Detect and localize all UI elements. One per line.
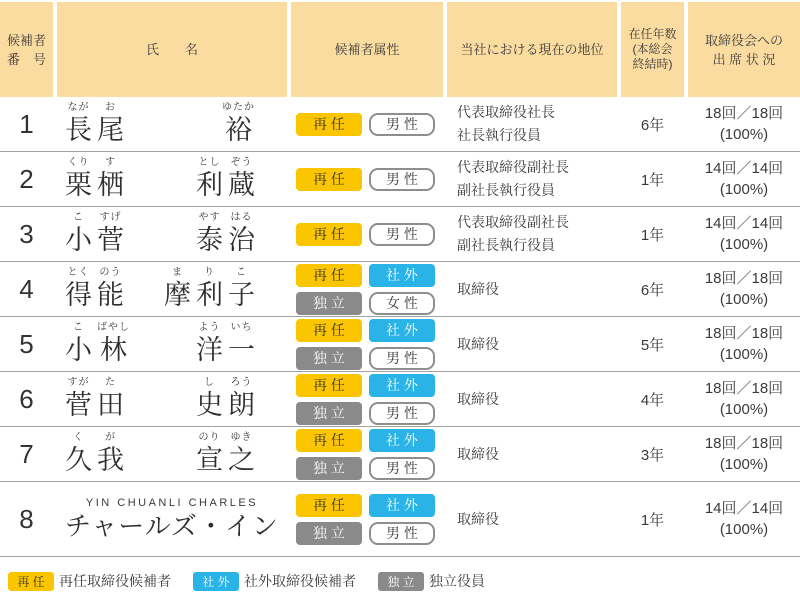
candidate-number: 1	[19, 108, 34, 139]
legend-item	[193, 571, 356, 591]
name-char	[65, 267, 92, 311]
badge-line	[296, 347, 435, 370]
board-attendance	[688, 427, 800, 481]
furigana: すが	[67, 377, 90, 388]
legend	[0, 571, 800, 591]
name-wrap	[65, 432, 255, 476]
candidate-name	[57, 97, 287, 151]
name-group	[196, 432, 255, 476]
furigana: くり	[67, 157, 90, 168]
furigana: はる	[230, 212, 253, 223]
name-group	[222, 102, 255, 146]
name-group	[65, 322, 130, 366]
kanji: 朗	[228, 390, 255, 420]
badge-gender: 男 性	[369, 457, 435, 480]
board-attendance	[688, 97, 800, 151]
badge-independent: 独 立	[296, 347, 362, 370]
kanji: 得	[65, 280, 92, 310]
header-label: 当社における現在の地位	[460, 42, 604, 57]
name-char	[65, 212, 92, 256]
position-line: 取締役	[457, 510, 499, 527]
furigana: し	[204, 377, 215, 388]
header-attribute	[291, 2, 443, 97]
badge-line	[296, 292, 435, 315]
kanji: 史	[196, 390, 223, 420]
furigana: なが	[67, 102, 90, 113]
current-position	[447, 152, 617, 206]
furigana: こ	[236, 267, 247, 278]
position-line: 代表取締役社長	[457, 104, 555, 120]
furigana: ろう	[230, 377, 253, 388]
table-body	[0, 97, 800, 557]
badge-independent: 独 立	[296, 292, 362, 315]
furigana: ゆき	[230, 432, 253, 443]
badge-outside-director: 社 外	[193, 572, 239, 591]
current-position	[447, 427, 617, 481]
position-line: 取締役	[457, 390, 499, 407]
attendance-line: (100%)	[719, 521, 769, 538]
attendance-line: (100%)	[719, 236, 769, 253]
name-char	[97, 267, 124, 311]
tenure-years: 4年	[640, 391, 665, 409]
kanji: 菅	[97, 225, 124, 255]
name-char	[196, 322, 223, 366]
name-char	[222, 102, 255, 146]
attendance-line: 14回／14回	[704, 500, 784, 517]
candidate-number: 5	[19, 328, 34, 359]
attendance-line: (100%)	[719, 456, 769, 473]
kanji: 久	[65, 445, 92, 475]
board-attendance	[688, 372, 800, 426]
name-char	[196, 157, 223, 201]
badge-independent: 独 立	[296, 457, 362, 480]
name-char	[228, 212, 255, 256]
attendance-line: 18回／18回	[704, 435, 784, 452]
kanji: 長	[65, 115, 92, 145]
name-wrap	[65, 322, 255, 366]
kanji: 小	[65, 335, 92, 365]
table-row	[0, 427, 800, 482]
badge-outside-director: 社 外	[369, 319, 435, 342]
furigana: よう	[198, 322, 221, 333]
badge-gender: 男 性	[369, 347, 435, 370]
header-line: 在任年数	[628, 27, 677, 41]
name-char	[228, 432, 255, 476]
kanji: 田	[97, 390, 124, 420]
badge-gender: 男 性	[369, 402, 435, 425]
current-position	[447, 372, 617, 426]
candidate-name	[57, 207, 287, 261]
name-char	[65, 377, 92, 421]
name-char	[97, 377, 124, 421]
legend-item	[378, 571, 485, 591]
board-attendance	[688, 317, 800, 371]
attendance-line: (100%)	[719, 181, 769, 198]
attendance-line: (100%)	[719, 291, 769, 308]
furigana: こ	[73, 212, 84, 223]
name-wrap	[65, 496, 279, 542]
header-line: (本総会	[632, 42, 673, 56]
badge-gender: 女 性	[369, 292, 435, 315]
name-group	[164, 267, 255, 311]
name-group	[65, 267, 124, 311]
badge-line	[296, 457, 435, 480]
board-attendance	[688, 262, 800, 316]
kanji: 一	[228, 335, 255, 365]
candidate-number: 8	[19, 503, 34, 534]
furigana: とし	[198, 157, 221, 168]
attendance-line: 18回／18回	[704, 270, 784, 287]
furigana: やす	[198, 212, 221, 223]
furigana: のう	[99, 267, 122, 278]
tenure-years: 6年	[640, 281, 665, 299]
table-row	[0, 482, 800, 557]
table-row	[0, 262, 800, 317]
table-row	[0, 97, 800, 152]
position-line: 社長執行役員	[457, 127, 541, 143]
badge-gender: 男 性	[369, 168, 435, 191]
attendance-line: 18回／18回	[704, 325, 784, 342]
candidate-attributes	[291, 372, 443, 426]
badge-line	[296, 522, 435, 545]
header-label: 候補者属性	[334, 42, 400, 57]
candidate-number: 7	[19, 438, 34, 469]
name-char	[97, 322, 130, 366]
furigana: こ	[73, 322, 84, 333]
furigana: く	[73, 432, 84, 443]
candidate-name	[57, 262, 287, 316]
name-char	[65, 102, 92, 146]
name-wrap	[65, 212, 255, 256]
kanji: 裕	[225, 115, 252, 145]
candidate-attributes	[291, 152, 443, 206]
table-row	[0, 317, 800, 372]
badge-line	[296, 113, 435, 136]
kanji: 利	[196, 280, 223, 310]
tenure-years: 5年	[640, 336, 665, 354]
tenure-years: 3年	[640, 446, 665, 464]
badge-reappointment: 再 任	[296, 264, 362, 287]
current-position	[447, 317, 617, 371]
candidate-number: 3	[19, 218, 34, 249]
header-tenure	[621, 2, 684, 97]
legend-description: 再任取締役候補者	[59, 573, 171, 589]
legend-item	[8, 571, 171, 591]
attendance-line: (100%)	[719, 126, 769, 143]
name-char	[164, 267, 191, 311]
badge-reappointment: 再 任	[296, 223, 362, 246]
name-char	[196, 432, 223, 476]
board-attendance	[688, 482, 800, 556]
name-char	[196, 212, 223, 256]
kanji: 能	[97, 280, 124, 310]
name-char	[65, 157, 92, 201]
attendance-line: (100%)	[719, 346, 769, 363]
current-position	[447, 482, 617, 556]
badge-gender: 男 性	[369, 522, 435, 545]
kanji: 小	[65, 225, 92, 255]
kanji: 之	[228, 445, 255, 475]
badge-independent: 独 立	[296, 522, 362, 545]
position-line: 取締役	[457, 445, 499, 462]
position-line: 代表取締役副社長	[457, 214, 569, 230]
badge-outside-director: 社 外	[369, 429, 435, 452]
name-group	[65, 102, 124, 146]
name-wrap	[65, 102, 255, 146]
candidate-attributes	[291, 482, 443, 556]
badge-line	[296, 319, 435, 342]
table-row	[0, 372, 800, 427]
header-lines	[705, 31, 783, 69]
name-text: チャールズ・イン	[65, 510, 279, 541]
header-line: 出 席 状 況	[712, 51, 776, 67]
candidate-attributes	[291, 97, 443, 151]
badge-reappointment: 再 任	[296, 113, 362, 136]
badge-gender: 男 性	[369, 223, 435, 246]
badge-gender: 男 性	[369, 113, 435, 136]
candidate-name	[57, 152, 287, 206]
header-position	[447, 2, 617, 97]
name-group	[65, 157, 124, 201]
name-wrap	[65, 157, 255, 201]
badge-line	[296, 264, 435, 287]
kanji: 我	[97, 445, 124, 475]
furigana: り	[204, 267, 215, 278]
attendance-line: 18回／18回	[704, 105, 784, 122]
header-lines	[7, 31, 46, 69]
furigana: ぞう	[230, 157, 253, 168]
name-char	[228, 267, 255, 311]
badge-reappointment: 再 任	[296, 319, 362, 342]
position-line: 取締役	[457, 280, 499, 297]
name-group	[65, 432, 124, 476]
badge-line	[296, 168, 435, 191]
table-header	[0, 2, 800, 97]
current-position	[447, 97, 617, 151]
kanji: 菅	[65, 390, 92, 420]
badge-line	[296, 223, 435, 246]
badge-reappointment: 再 任	[296, 494, 362, 517]
position-line: 取締役	[457, 335, 499, 352]
kanji: 洋	[196, 335, 223, 365]
attendance-line: 18回／18回	[704, 380, 784, 397]
furigana: とく	[67, 267, 90, 278]
badge-line	[296, 429, 435, 452]
kanji: 宣	[196, 445, 223, 475]
board-attendance	[688, 207, 800, 261]
candidate-name	[57, 317, 287, 371]
header-line: 候補者	[6, 32, 46, 48]
name-char	[65, 497, 279, 542]
header-line: 番 号	[6, 51, 46, 67]
candidate-number: 6	[19, 383, 34, 414]
tenure-years: 1年	[640, 511, 665, 529]
position-line: 副社長執行役員	[457, 182, 555, 198]
badge-outside-director: 社 外	[369, 264, 435, 287]
header-line: 終結時)	[632, 57, 673, 71]
kanji: 利	[196, 170, 223, 200]
header-attendance	[688, 2, 800, 97]
candidate-name	[57, 427, 287, 481]
badge-line	[296, 494, 435, 517]
furigana: た	[105, 377, 116, 388]
board-attendance	[688, 152, 800, 206]
name-char	[97, 157, 124, 201]
kanji: 治	[228, 225, 255, 255]
badge-independent: 独 立	[378, 572, 424, 591]
badge-reappointment: 再 任	[296, 429, 362, 452]
candidate-attributes	[291, 262, 443, 316]
furigana: す	[105, 157, 116, 168]
name-char	[65, 322, 92, 366]
badge-reappointment: 再 任	[296, 168, 362, 191]
name-group	[196, 157, 255, 201]
furigana: ばやし	[97, 322, 130, 333]
name-wrap	[65, 267, 255, 311]
name-char	[228, 377, 255, 421]
kanji: 尾	[97, 115, 124, 145]
furigana: お	[105, 102, 116, 113]
legend-description: 社外取締役候補者	[244, 573, 356, 589]
name-char	[97, 102, 124, 146]
badge-line	[296, 402, 435, 425]
legend-description: 独立役員	[429, 573, 485, 589]
kanji: 泰	[196, 225, 223, 255]
attendance-line: 14回／14回	[704, 160, 784, 177]
name-char	[196, 377, 223, 421]
header-candidate-number	[0, 2, 53, 97]
badge-reappointment: 再 任	[296, 374, 362, 397]
header-lines	[628, 27, 676, 72]
header-label: 氏 名	[145, 42, 198, 57]
attendance-line: (100%)	[719, 401, 769, 418]
name-group	[65, 212, 124, 256]
furigana: いち	[230, 322, 253, 333]
position-line: 副社長執行役員	[457, 237, 555, 253]
candidate-attributes	[291, 427, 443, 481]
candidate-attributes	[291, 207, 443, 261]
badge-outside-director: 社 外	[369, 374, 435, 397]
candidate-name	[57, 372, 287, 426]
candidate-name	[57, 482, 287, 556]
furigana: が	[105, 432, 116, 443]
kanji: 摩	[164, 280, 191, 310]
candidate-attributes	[291, 317, 443, 371]
attendance-line: 14回／14回	[704, 215, 784, 232]
name-group	[196, 212, 255, 256]
kanji: 栖	[97, 170, 124, 200]
name-group	[196, 322, 255, 366]
name-char	[97, 432, 124, 476]
badge-independent: 独 立	[296, 402, 362, 425]
name-group	[196, 377, 255, 421]
kanji: 蔵	[228, 170, 255, 200]
table-row	[0, 207, 800, 262]
header-line: 取締役会への	[704, 32, 783, 48]
badge-reappointment: 再 任	[8, 572, 54, 591]
name-char	[228, 157, 255, 201]
furigana: のり	[198, 432, 221, 443]
position-line: 代表取締役副社長	[457, 159, 569, 175]
candidate-number: 4	[19, 273, 34, 304]
furigana: すげ	[99, 212, 122, 223]
name-char	[228, 322, 255, 366]
candidate-number: 2	[19, 163, 34, 194]
tenure-years: 6年	[640, 116, 665, 134]
current-position	[447, 207, 617, 261]
badge-line	[296, 374, 435, 397]
badge-outside-director: 社 外	[369, 494, 435, 517]
table-row	[0, 152, 800, 207]
name-group	[65, 377, 124, 421]
name-char	[65, 432, 92, 476]
kanji: 栗	[65, 170, 92, 200]
tenure-years: 1年	[640, 171, 665, 189]
kanji: 子	[228, 280, 255, 310]
name-char	[196, 267, 223, 311]
tenure-years: 1年	[640, 226, 665, 244]
header-name	[57, 2, 287, 97]
name-char	[97, 212, 124, 256]
furigana: ゆたか	[222, 102, 255, 113]
name-ruby-latin: YIN CHUANLI CHARLES	[85, 496, 259, 509]
kanji: 林	[100, 335, 127, 365]
name-wrap	[65, 377, 255, 421]
furigana: ま	[172, 267, 183, 278]
current-position	[447, 262, 617, 316]
